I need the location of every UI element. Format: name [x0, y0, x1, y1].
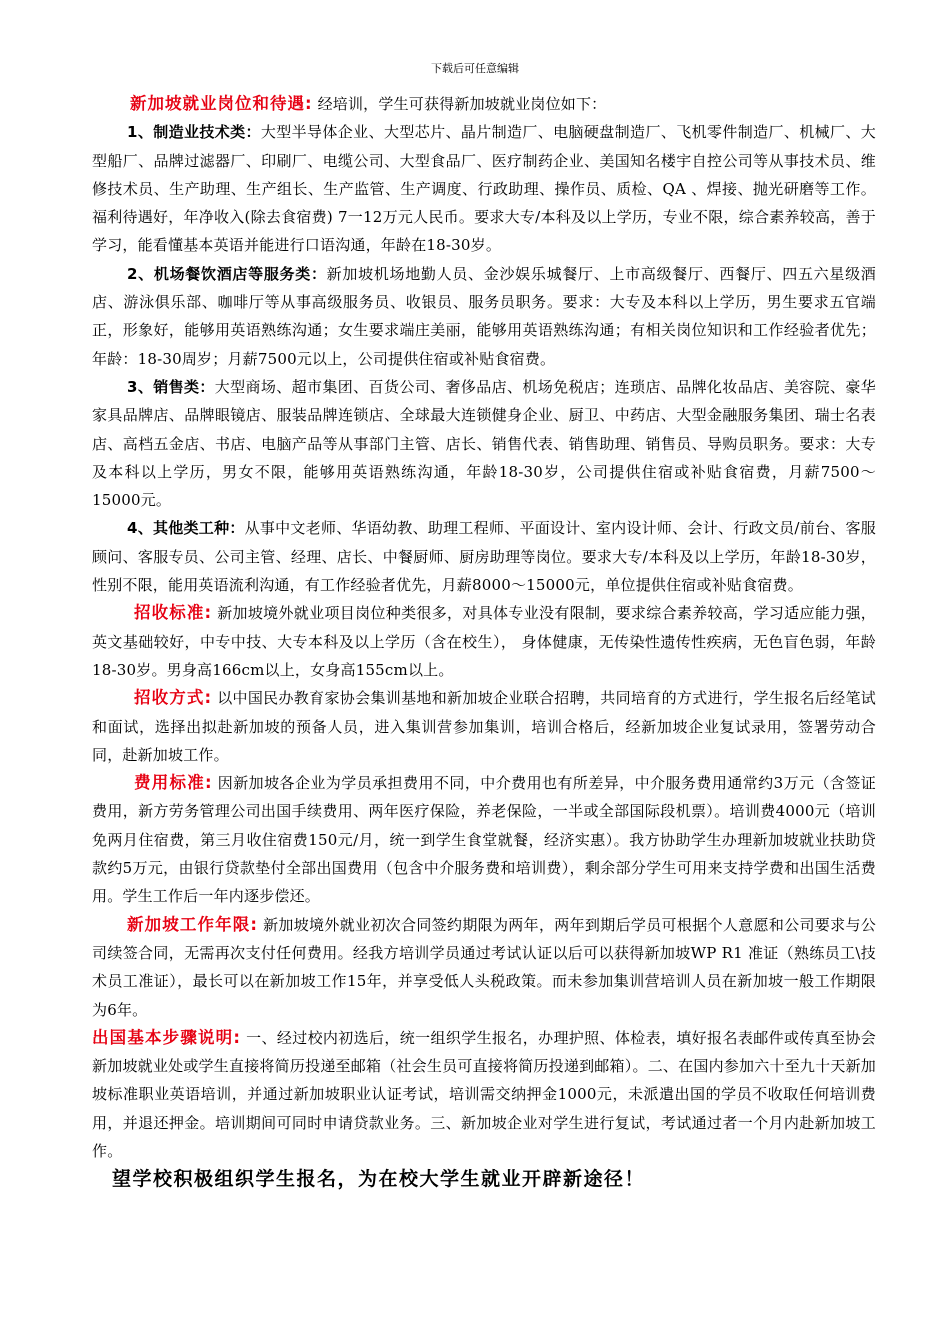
paragraph-text: 从事中文老师、华语幼教、助理工程师、平面设计、室内设计师、会计、行政文员/前台、客服顾问、客服专员、公司主管、经理、店长、中餐厨师、厨房助理等岗位。要求大专/本科及以上学历，年龄18-30岁，性别不限，能用英语流利沟通，有工作经验者优先，月薪8000～15000元，单位提供住宿或补贴食宿费。: [92, 519, 876, 595]
section-paragraph: [92, 599, 876, 684]
category-paragraph: [92, 260, 876, 373]
paragraph-text: 经培训，学生可获得新加坡就业岗位如下：: [317, 95, 607, 113]
paragraph-text: 新加坡境外就业项目岗位种类很多，对具体专业没有限制，要求综合素养较高，学习适应能力强，英文基础较好，中专中技、大专本科及以上学历（含在校生）， 身体健康，无传染性遗传性疾病，无色盲色弱，年龄18-30岁。男身高166cm以上，女身高155cm以上。: [92, 604, 876, 679]
intro-paragraph: [92, 90, 876, 118]
paragraph-text: 以中国民办教育家协会集训基地和新加坡企业联合招聘，共同培育的方式进行，学生报名后经笔试和面试，选择出拟赴新加坡的预备人员，进入集训营参加集训，培训合格后，经新加坡企业复试录用，签署劳动合同，赴新加坡工作。: [92, 689, 876, 764]
section-heading: 出国基本步骤说明:: [92, 1027, 241, 1047]
section-heading: 新加坡就业岗位和待遇:: [130, 94, 313, 113]
paragraph-text: 因新加坡各企业为学员承担费用不同，中介费用也有所差异，中介服务费用通常约3万元（含签证费用，新方劳务管理公司出国手续费用、两年医疗保险，养老保险，一半或全部国际段机票）。培训费4000元（培训免两月住宿费，第三月收住宿费150元/月，统一到学生食堂就餐，经济实惠）。我方协助学生办理新加坡就业扶助贷款约5万元，由银行贷款垫付全部出国费用（包含中介服务费和培训费），剩余部分学生可用来支持学费和出国生活费用。学生工作后一年内逐步偿还。: [92, 774, 876, 906]
paragraph-text: 大型半导体企业、大型芯片、晶片制造厂、电脑硬盘制造厂、飞机零件制造厂、机械厂、大型船厂、品牌过滤器厂、印刷厂、电缆公司、大型食品厂、医疗制药企业、美国知名楼宇自控公司等从事技术员、维修技术员、生产助理、生产组长、生产监管、生产调度、行政助理、操作员、质检、QA 、焊接、抛光研磨等工作。福利待遇好，年净收入(除去食宿费) 7一12万元人民币。要求大专/本科及以上学历，专业不限，综合素养较高，善于学习，能看懂基本英语并能进行口语沟通，年龄在18-30岁。: [92, 123, 876, 255]
section-paragraph: [92, 769, 876, 910]
category-heading: 3、销售类：: [127, 377, 215, 396]
paragraph-text: 一、经过校内初选后，统一组织学生报名，办理护照、体检表，填好报名表邮件或传真至协会新加坡就业处或学生直接将简历投递至邮箱（社会生员可直接将简历投递到邮箱）。二、在国内参加六十至九十天新加坡标准职业英语培训，并通过新加坡职业认证考试，培训需交纳押金1000元，未派遣出国的学员不收取任何培训费用，并退还押金。培训期间可同时申请贷款业务。三、新加坡企业对学生进行复试，考试通过者一个月内赴新加坡工作。: [92, 1028, 876, 1160]
section-heading: 招收方式:: [134, 688, 213, 708]
section-heading: 新加坡工作年限:: [127, 914, 258, 934]
category-paragraph: [92, 118, 876, 259]
category-paragraph: [92, 514, 876, 599]
section-paragraph: [92, 684, 876, 769]
section-paragraph: [92, 1024, 876, 1165]
closing-statement: 望学校积极组织学生报名，为在校大学生就业开辟新途径！: [112, 1168, 646, 1191]
paragraph-text: 大型商场、超市集团、百货公司、奢侈品店、机场免税店；连琐店、品牌化妆品店、美容院、豪华家具品牌店、品牌眼镜店、服装品牌连锁店、全球最大连锁健身企业、厨卫、中药店、大型金融服务集团、瑞士名表店、高档五金店、书店、电脑产品等从事部门主管、店长、销售代表、销售助理、销售员、导购员职务。要求：大专及本科以上学历，男女不限，能够用英语熟练沟通，年龄18-30岁，公司提供住宿或补贴食宿费，月薪7500～15000元。: [92, 377, 876, 510]
section-heading: 招收标准:: [134, 603, 213, 623]
header-note: 下载后可任意编辑: [431, 62, 519, 75]
section-paragraph: [92, 911, 876, 1024]
paragraph-text: 新加坡境外就业初次合同签约期限为两年，两年到期后学员可根据个人意愿和公司要求与公司续签合同，无需再次支付任何费用。经我方培训学员通过考试认证以后可以获得新加坡WP R1 准证（熟练员工\技术员工准证），最长可以在新加坡工作15年，并享受低人头税政策。而未参加集训营培训人员在新加坡一般工作期限为6年。: [92, 915, 876, 1019]
document-body: [92, 90, 876, 1194]
category-paragraph: [92, 373, 876, 514]
category-heading: 4、其他类工种：: [127, 519, 245, 538]
section-heading: 费用标准:: [134, 773, 213, 793]
paragraph-text: 新加坡机场地勤人员、金沙娱乐城餐厅、上市高级餐厅、西餐厅、四五六星级酒店、游泳俱乐部、咖啡厅等从事高级服务员、收银员、服务员职务。要求：大专及本科以上学历，男生要求五官端正，形象好，能够用英语熟练沟通；女生要求端庄美丽，能够用英语熟练沟通；有相关岗位知识和工作经验者优先；年龄：18-30周岁；月薪7500元以上，公司提供住宿或补贴食宿费。: [92, 264, 876, 368]
category-heading: 1、制造业技术类：: [127, 123, 261, 142]
category-heading: 2、机场餐饮酒店等服务类：: [127, 264, 327, 283]
